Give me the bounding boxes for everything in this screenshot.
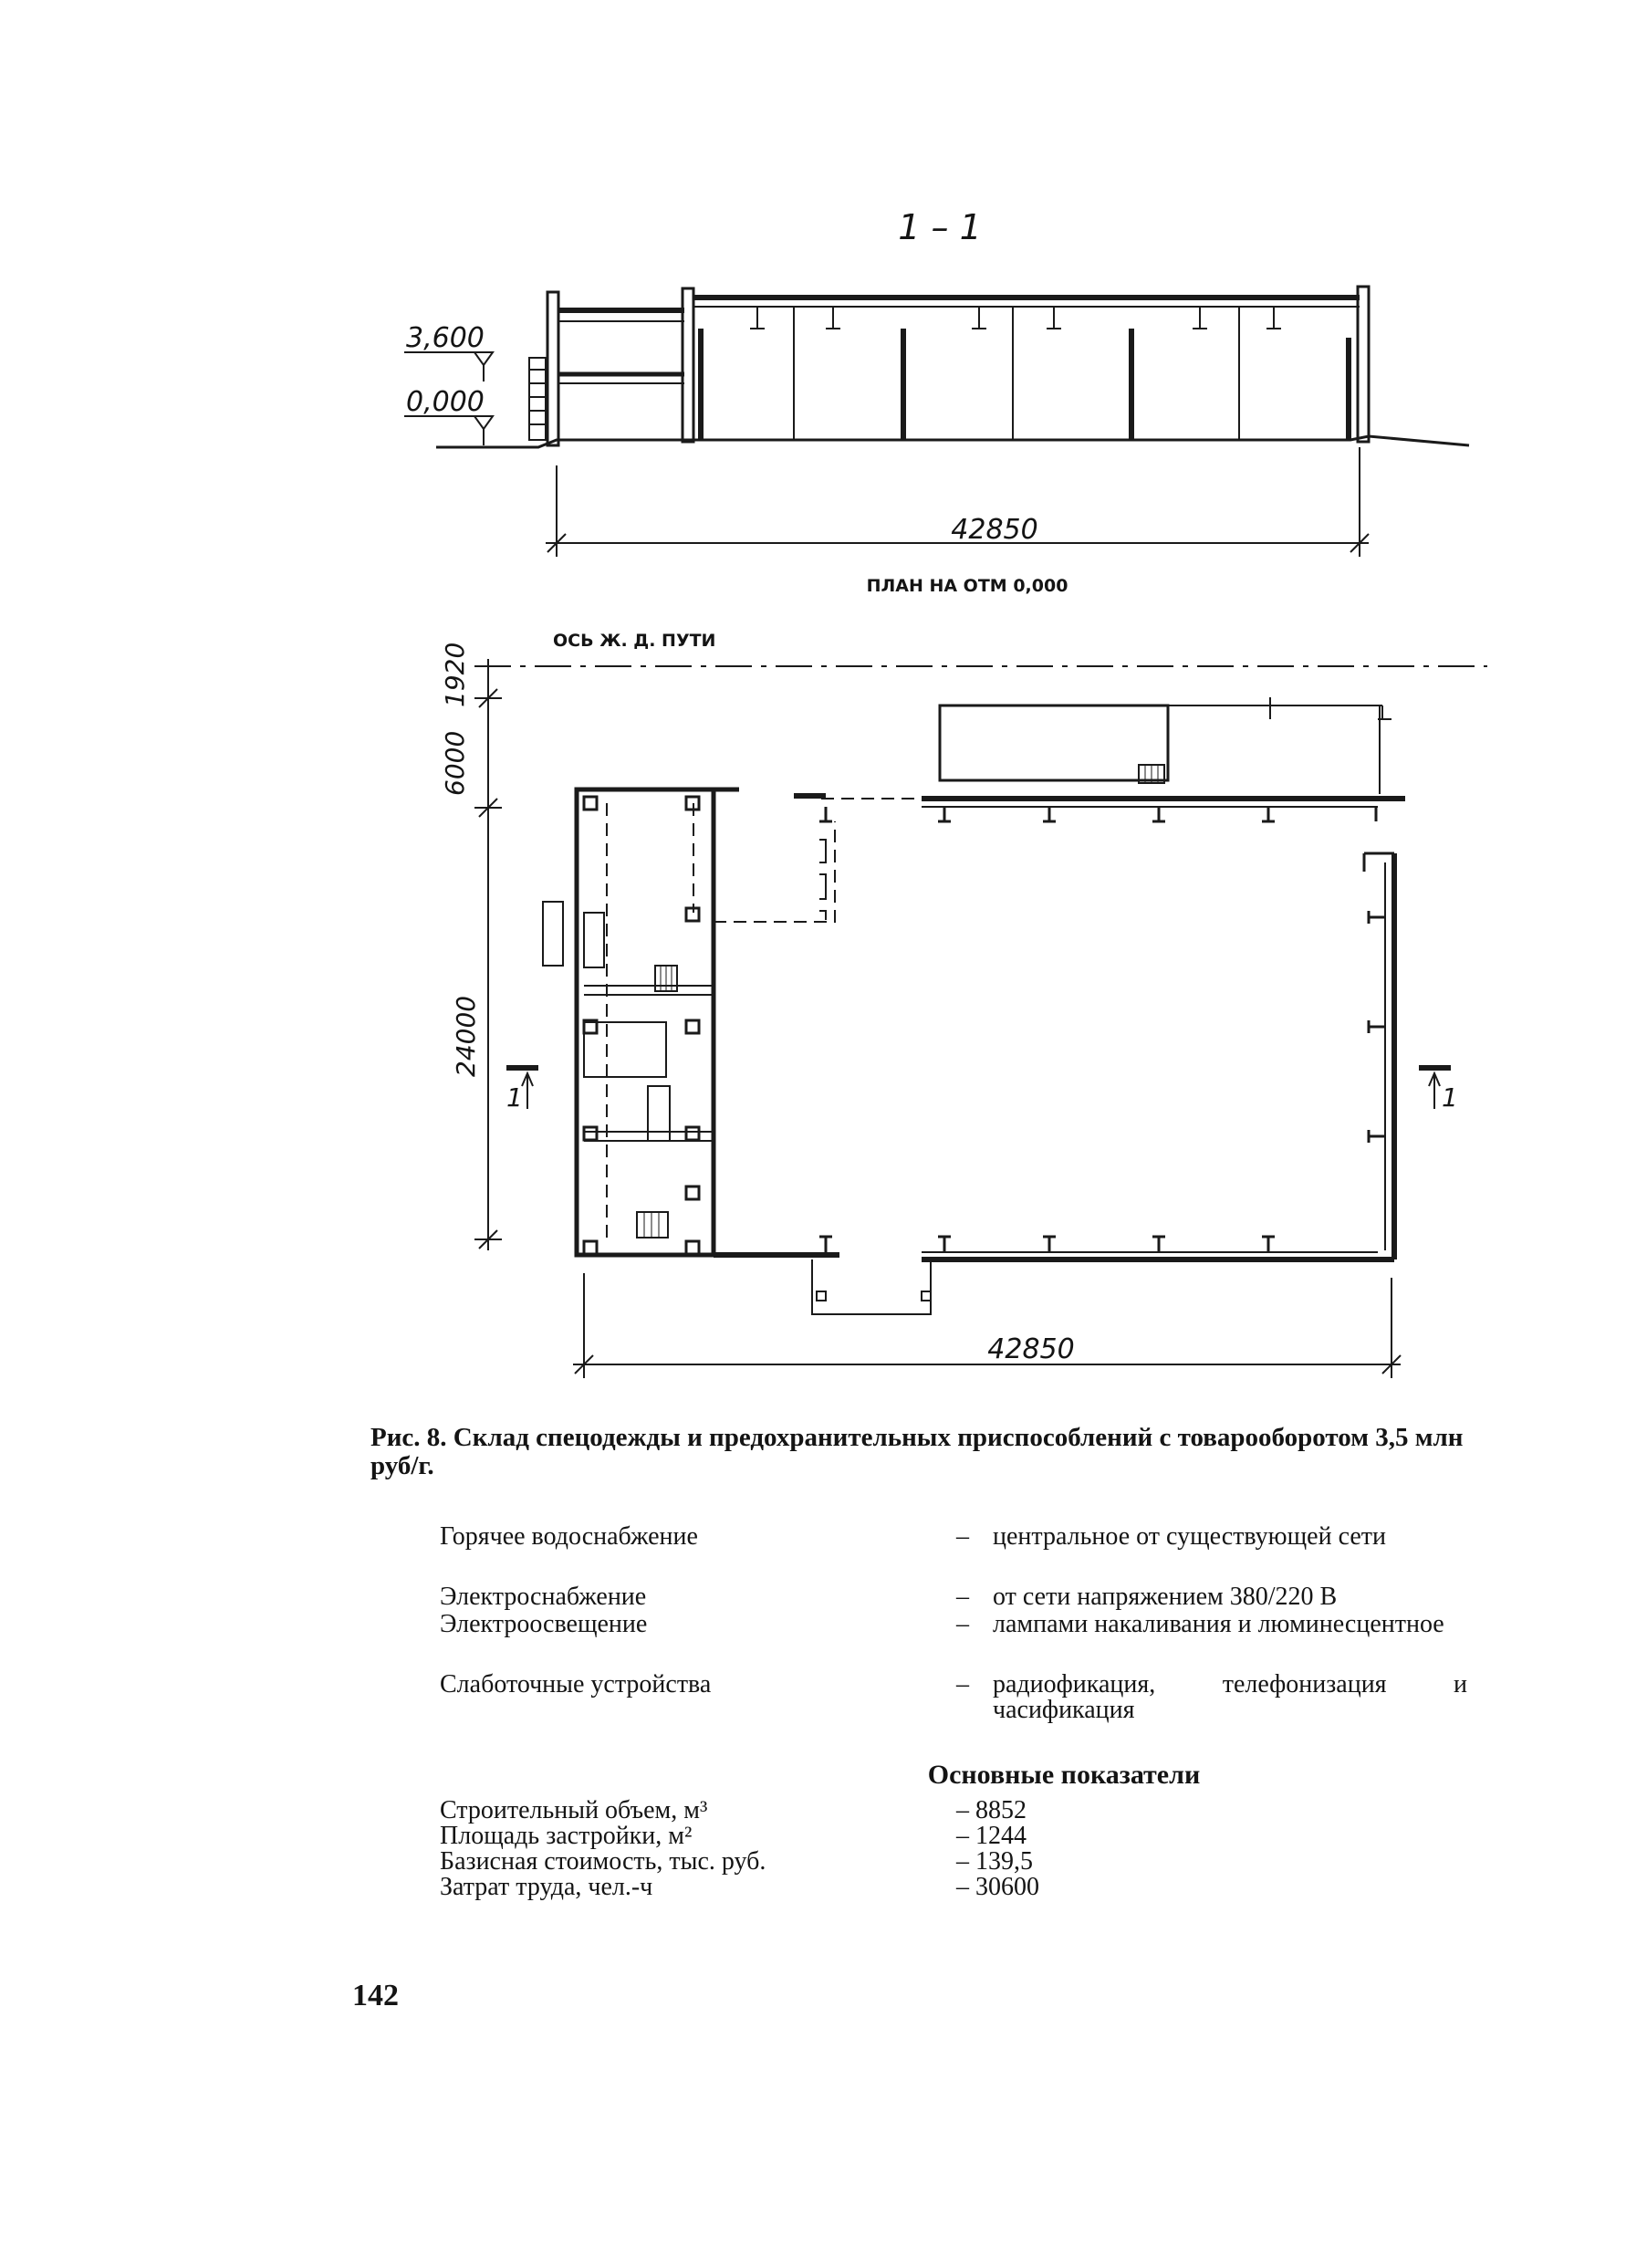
spec-value: центральное от существующей сети	[993, 1522, 1386, 1551]
spec-dash: –	[956, 1583, 969, 1611]
cut-marker-right: 1	[1442, 1082, 1458, 1113]
spec-value: лампами накаливания и люминесцентное	[993, 1610, 1444, 1638]
indicator-label: Базисная стоимость, тыс. руб.	[440, 1847, 766, 1876]
plan-length-label: 42850	[987, 1333, 1075, 1365]
level-upper-label: 3,600	[406, 322, 485, 354]
spec-dash: –	[956, 1522, 969, 1551]
indicator-label: Площадь застройки, м²	[440, 1822, 693, 1850]
spec-label: Горячее водоснабжение	[440, 1522, 698, 1551]
cut-marker-left: 1	[506, 1082, 523, 1113]
indicators-title	[0, 1760, 1626, 1791]
section-1-1	[404, 207, 1469, 557]
spec-value: от сети напряжением 380/220 В	[993, 1583, 1338, 1611]
indicator-value: – 139,5	[956, 1847, 1033, 1876]
level-lower-label: 0,000	[406, 386, 485, 418]
indicator-value: – 8852	[956, 1796, 1027, 1824]
rail-axis-label: ОСЬ Ж. Д. ПУТИ	[553, 631, 716, 651]
figure-caption: Рис. 8. Склад спецодежды и предохранительных приспособлений с товарооборотом 3,5 млн руб/г.	[370, 1423, 1464, 1480]
spec-dash: –	[956, 1610, 969, 1638]
spec-dash: –	[956, 1670, 969, 1698]
plan-title: ПЛАН НА ОТМ 0,000	[866, 576, 1068, 596]
spec-label: Электроосвещение	[440, 1610, 648, 1638]
dim-6000-label: 6000	[440, 730, 470, 796]
indicator-value: – 1244	[956, 1822, 1027, 1850]
indicators-title-text: Основные показатели	[927, 1760, 1201, 1790]
section-title: 1 – 1	[898, 207, 982, 247]
floor-plan	[440, 576, 1487, 1378]
spec-label: Слаботочные устройства	[440, 1670, 712, 1698]
section-length-label: 42850	[951, 514, 1038, 546]
spec-value: радиофикация, телефонизация и часификация	[993, 1670, 1467, 1724]
dim-1920-label: 1920	[440, 642, 470, 707]
dim-24000-label: 24000	[451, 995, 481, 1077]
spec-label: Электроснабжение	[440, 1583, 647, 1611]
indicator-label: Затрат труда, чел.-ч	[440, 1873, 653, 1901]
indicator-value: – 30600	[956, 1873, 1039, 1901]
indicator-label: Строительный объем, м³	[440, 1796, 708, 1824]
ground-line	[436, 436, 1469, 447]
page-number: 142	[352, 1979, 399, 2012]
